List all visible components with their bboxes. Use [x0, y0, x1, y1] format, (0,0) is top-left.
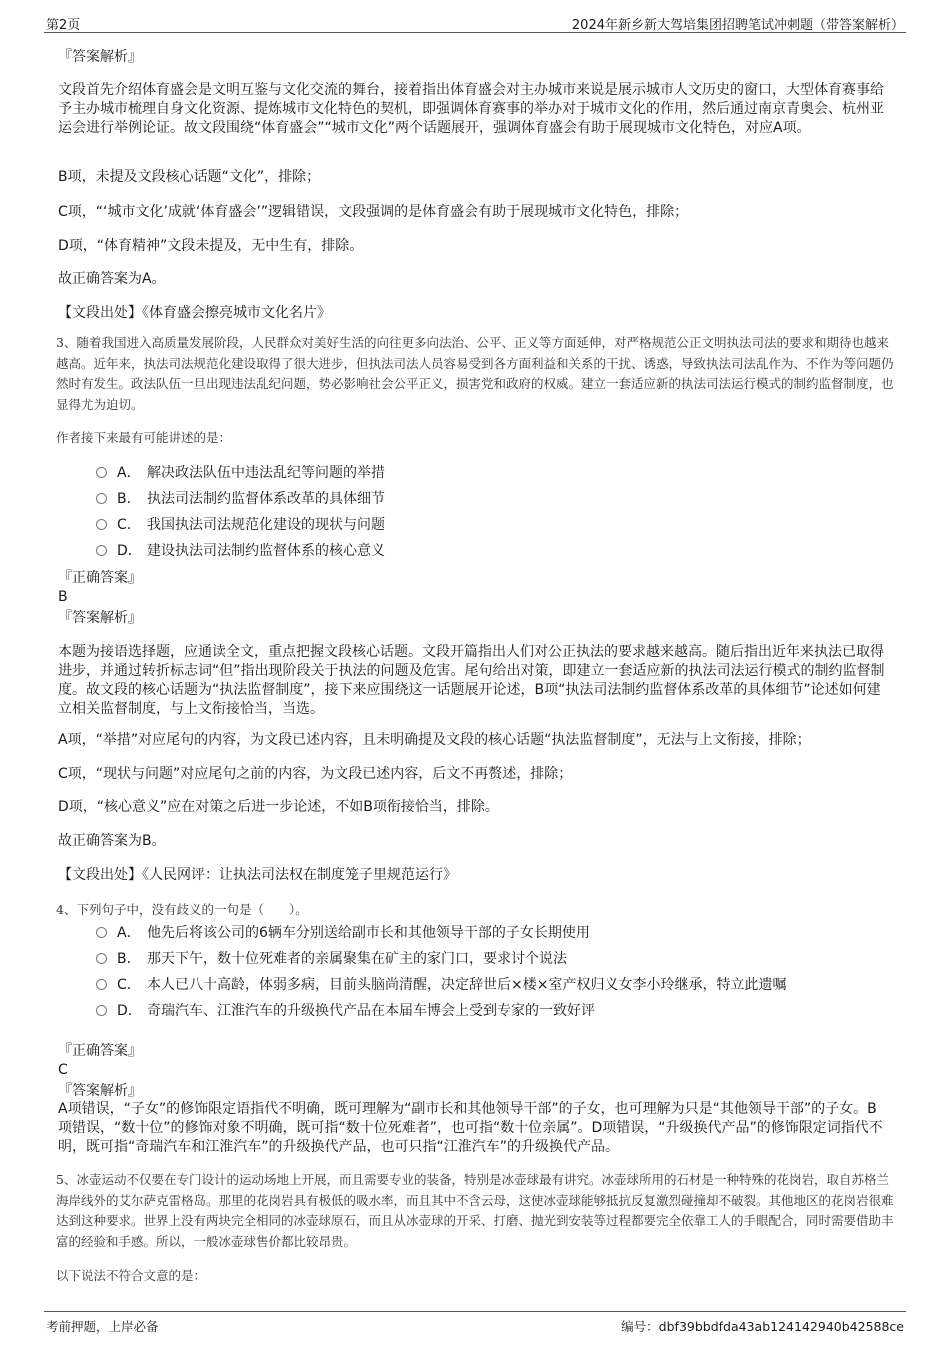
q3-source: 【文段出处】《人民网评：让执法司法权在制度笼子里规范运行》 [58, 867, 457, 883]
q4-analysis-label: 『答案解析』 [58, 1083, 142, 1099]
document-title: 2024年新乡新大驾培集团招聘笔试冲刺题（带答案解析） [571, 18, 904, 33]
q3-answer-label: 『正确答案』 [58, 570, 142, 586]
q3-option-a[interactable]: A． 解决政法队伍中违法乱纪等问题的举措 [96, 463, 385, 483]
q3-question: 作者接下来最有可能讲述的是： [56, 430, 232, 445]
radio-icon[interactable] [96, 927, 107, 938]
q3-option-c-note: C项，“现状与问题”对应尾句之前的内容，为文段已述内容，后文不再赘述，排除； [58, 766, 573, 782]
q3-option-d[interactable]: D． 建设执法司法制约监督体系的核心意义 [96, 541, 385, 561]
q2-analysis-paragraph: 文段首先介绍体育盛会是文明互鉴与文化交流的舞台，接着指出体育盛会对主办城市来说是展示城市人文历史的窗口，大型体育赛事给予主办城市梳理自身文化资源、提炼城市文化特色的契机，即强调体育赛事的举办对于城市文化的作用，然后通过南京青奥会、杭州亚运会进行举例论证。故文段围绕“体育盛会”“城市文化”两个话题展开，强调体育盛会有助于展现城市文化特色，对应A项。 [58, 82, 884, 136]
q3-answer: B [58, 589, 68, 605]
q2-source: 【文段出处】《体育盛会擦亮城市文化名片》 [58, 305, 331, 321]
page-header [44, 10, 906, 33]
radio-icon[interactable] [96, 953, 107, 964]
q4-option-c[interactable]: C． 本人已八十高龄，体弱多病，目前头脑尚清醒，决定辞世后×楼×室产权归义女李小玲继承，特立此遗嘱 [96, 975, 786, 995]
q4-option-a[interactable]: A． 他先后将该公司的6辆车分别送给副市长和其他领导干部的子女长期使用 [96, 923, 590, 943]
q3-option-c[interactable]: C． 我国执法司法规范化建设的现状与问题 [96, 515, 385, 535]
q3-analysis-paragraph: 本题为接语选择题，应通读全文，重点把握文段核心话题。文段开篇指出人们对公正执法的要求越来越高。随后指出近年来执法已取得进步，并通过转折标志词“但”指出现阶段关于执法的问题及危害。尾句给出对策，即建立一套适应新的执法司法运行模式的制约监督制度。故文段的核心话题为“执法监督制度”，接下来应围绕这一话题展开论述，B项“执法司法制约监督体系改革的具体细节”论述如何建立相关监督制度，与上文衔接恰当，当选。 [58, 644, 885, 717]
radio-icon[interactable] [96, 493, 107, 504]
radio-icon[interactable] [96, 467, 107, 478]
q4-option-d[interactable]: D． 奇瑞汽车、江淮汽车的升级换代产品在本届车博会上受到专家的一致好评 [96, 1001, 595, 1021]
q3-analysis-label: 『答案解析』 [58, 610, 142, 626]
q2-option-c-note: C项，“‘城市文化’成就‘体育盛会’”逻辑错误，文段强调的是体育盛会有助于展现城市文化特色，排除； [58, 204, 689, 220]
radio-icon[interactable] [96, 979, 107, 990]
q3-option-a-note: A项，“举措”对应尾句的内容，为文段已述内容，且未明确提及文段的核心话题“执法监督制度”，无法与上文衔接，排除； [58, 732, 811, 748]
footer-slogan: 考前押题，上岸必备 [46, 1319, 159, 1334]
q3-option-b[interactable]: B． 执法司法制约监督体系改革的具体细节 [96, 489, 385, 509]
radio-icon[interactable] [96, 1005, 107, 1016]
q5-question: 以下说法不符合文意的是： [56, 1268, 207, 1283]
q3-option-d-note: D项，“核心意义”应在对策之后进一步论述，不如B项衔接恰当，排除。 [58, 799, 499, 815]
radio-icon[interactable] [96, 545, 107, 556]
q4-stem: 4、下列句子中，没有歧义的一句是（ ）。 [56, 902, 308, 917]
q3-conclusion: 故正确答案为B。 [58, 833, 166, 849]
document-code: 编号：dbf39bbdfda43ab124142940b42588ce [621, 1319, 904, 1334]
q4-answer-label: 『正确答案』 [58, 1043, 142, 1059]
q2-analysis-label: 『答案解析』 [58, 49, 142, 65]
q2-option-d-note: D项，“体育精神”文段未提及，无中生有，排除。 [58, 238, 364, 254]
q4-option-b[interactable]: B． 那天下午，数十位死难者的亲属聚集在矿主的家门口，要求讨个说法 [96, 949, 567, 969]
q5-stem: 5、冰壶运动不仅要在专门设计的运动场地上开展，而且需要专业的装备，特别是冰壶球最有讲究。冰壶球所用的石材是一种特殊的花岗岩，取自苏格兰海岸线外的艾尔萨克雷格岛。那里的花岗岩具有极低的吸水率，而且其中不含云母，这使冰壶球能够抵抗反复激烈碰撞却不破裂。其他地区的花岗岩很难达到这种要求。世界上没有两块完全相同的冰壶球原石，而且从冰壶球的开采、打磨、抛光到安装等过程都要完全依靠工人的手眼配合，同时需要借助丰富的经验和手感。所以，一般冰壶球售价都比较昂贵。 [56, 1172, 894, 1249]
page-number: 第2页 [46, 18, 81, 33]
radio-icon[interactable] [96, 519, 107, 530]
q4-analysis-paragraph: A项错误，“子女”的修饰限定语指代不明确，既可理解为“副市长和其他领导干部”的子女，也可理解为只是“其他领导干部”的子女。B项错误，“数十位”的修饰对象不明确，既可指“数十位死难者”，也可指“数十位亲属”。D项错误，“升级换代产品”的修饰限定词指代不明，既可指“奇瑞汽车和江淮汽车”的升级换代产品，也可只指“江淮汽车”的升级换代产品。 [58, 1101, 883, 1155]
q2-conclusion: 故正确答案为A。 [58, 271, 166, 287]
q4-answer: C [58, 1062, 68, 1078]
q3-stem: 3、随着我国进入高质量发展阶段，人民群众对美好生活的向往更多向法治、公平、正义等方面延伸，对严格规范公正文明执法司法的要求和期待也越来越高。近年来，执法司法规范化建设取得了很大进步，但执法司法人员容易受到各方面利益和关系的干扰、诱惑，导致执法司法乱作为、不作为等问题仍然时有发生。政法队伍一旦出现违法乱纪问题，势必影响社会公平正义，损害党和政府的权威。建立一套适应新的执法司法运行模式的制约监督制度，也显得尤为迫切。 [56, 335, 894, 412]
q2-option-b-note: B项，未提及文段核心话题“文化”，排除； [58, 169, 321, 185]
page-footer [44, 1311, 906, 1336]
